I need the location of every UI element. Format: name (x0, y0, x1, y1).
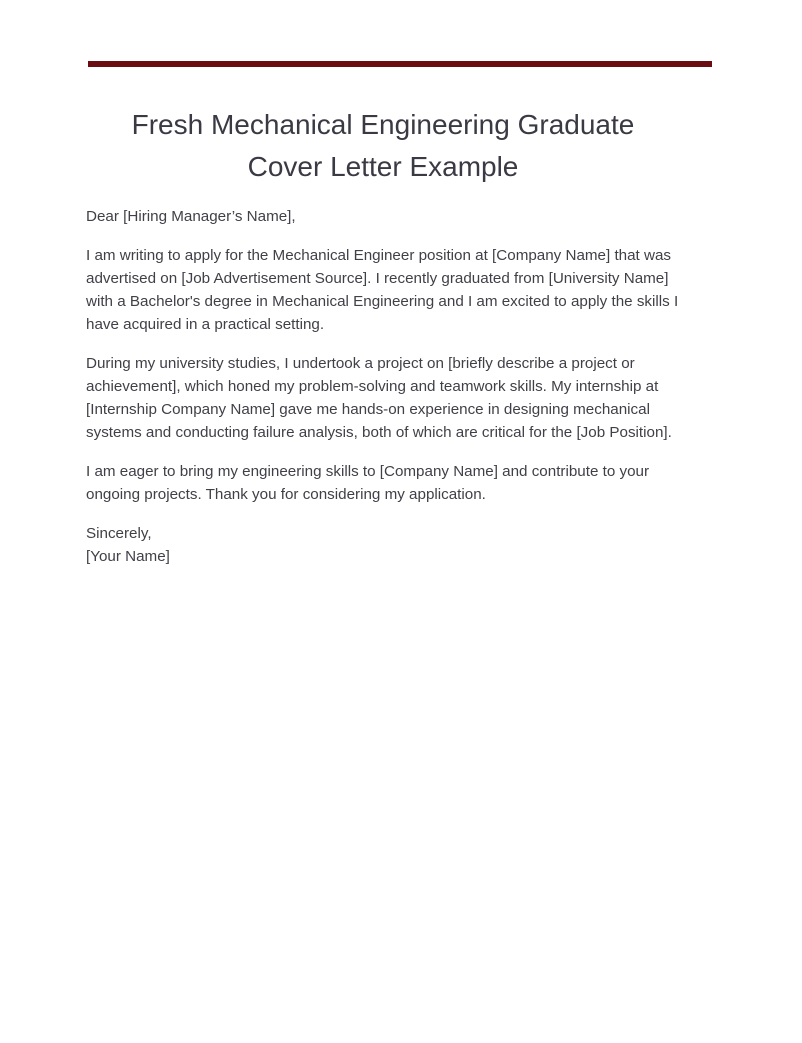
paragraph-intro: I am writing to apply for the Mechanical Engineer position at [Company Name] that was advertised on [Job Advertisement Source]. I recently graduated from [University Name] with a Bachelor's degree in Mechanical Engineering and I am excited to apply the skills I have acquired in a practical setting. (86, 247, 679, 333)
title-line-1: Fresh Mechanical Engineering Graduate (131, 109, 635, 140)
paragraph-closing: I am eager to bring my engineering skills to [Company Name] and contribute to your ongoing projects. Thank you for considering my application. (86, 463, 650, 503)
signature-name: [Your Name] (86, 548, 170, 565)
paragraph-experience: During my university studies, I undertook a project on [briefly describe a project or achievement], which honed my problem-solving and teamwork skills. My internship at [Internship Company Name] gave me hands-on experience in designing mechanical systems and conducting failure analysis, both of which are critical for the [Job Position]. (86, 355, 672, 441)
header-divider-rule (88, 61, 712, 67)
document-title (88, 104, 678, 188)
letter-body (86, 205, 696, 568)
signoff (86, 522, 696, 568)
title-line-2: Cover Letter Example (247, 151, 519, 182)
closing-word: Sincerely, (86, 525, 152, 542)
salutation: Dear [Hiring Manager’s Name], (86, 208, 296, 225)
